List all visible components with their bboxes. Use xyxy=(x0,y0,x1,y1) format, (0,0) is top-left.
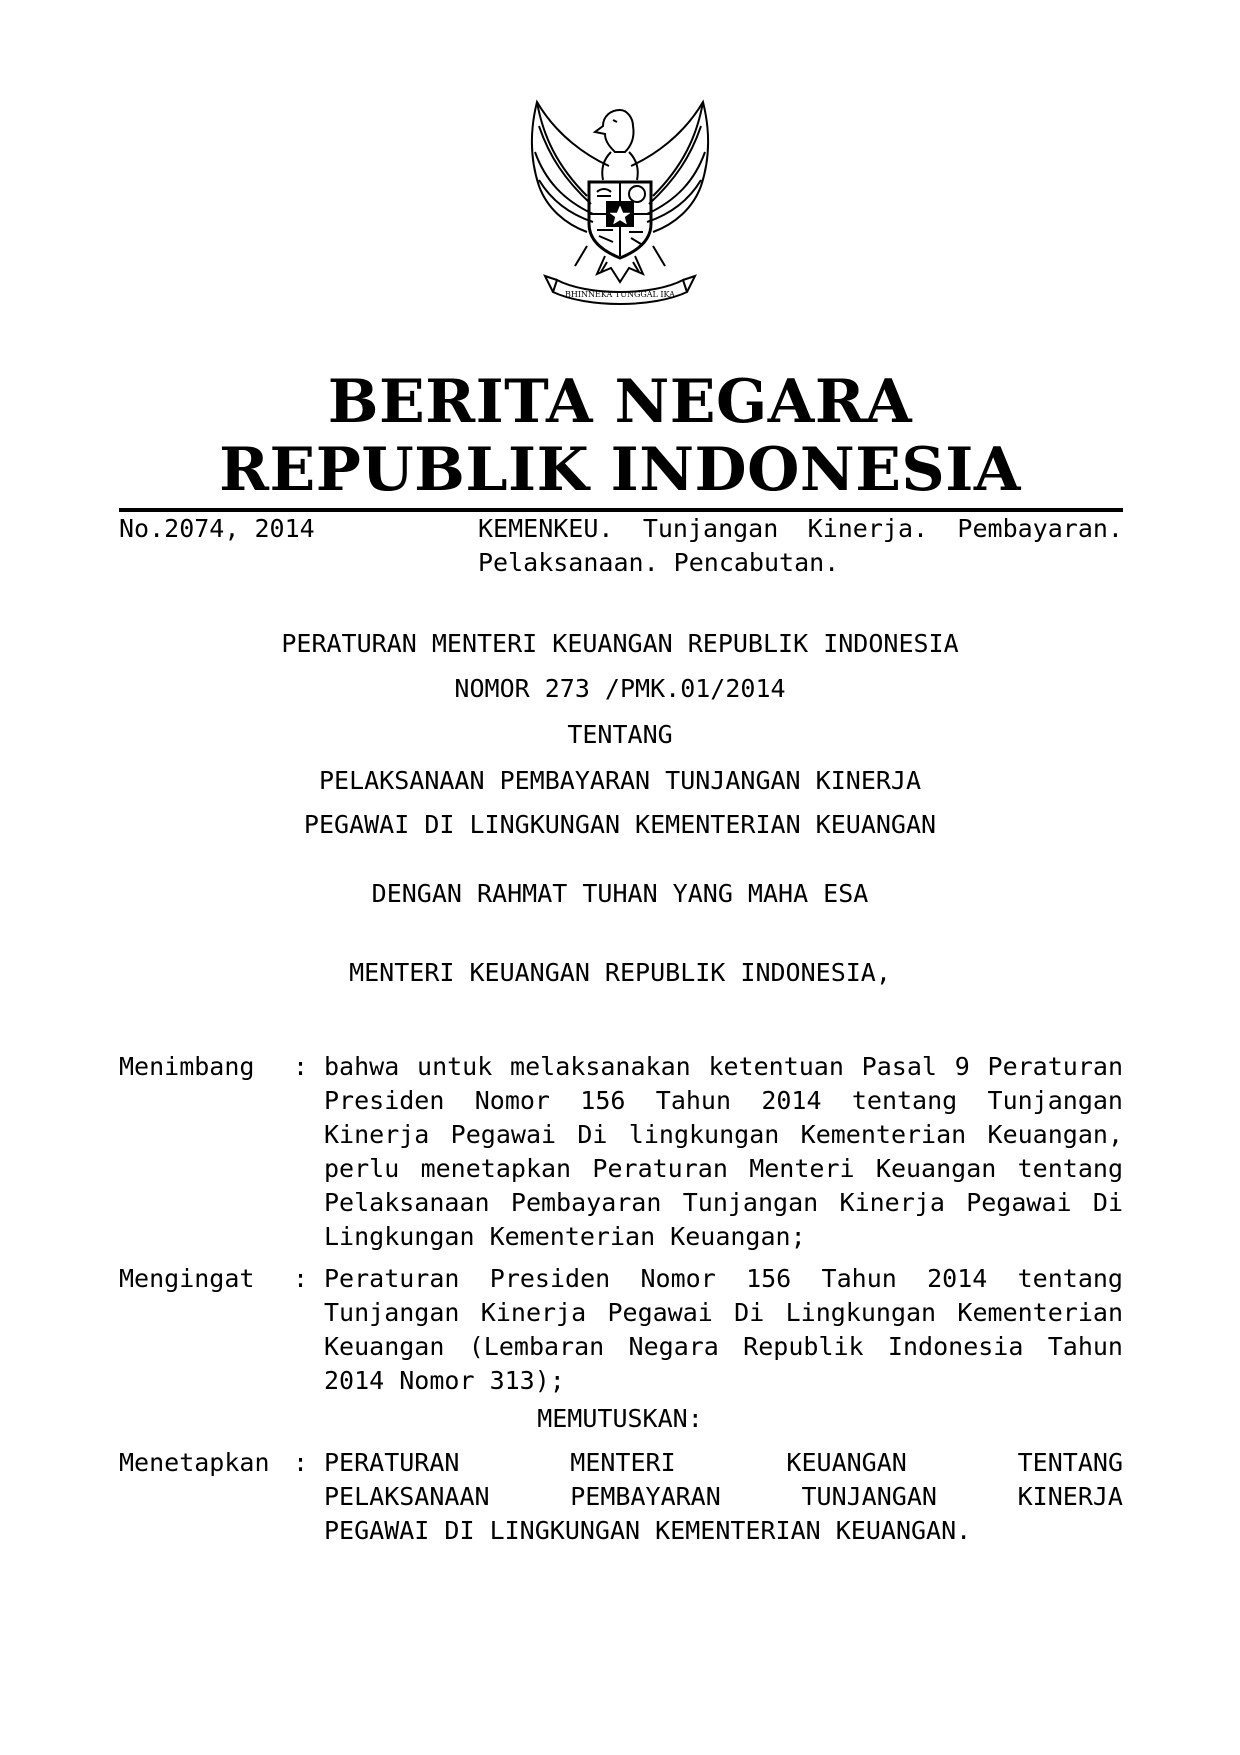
menimbang-label: Menimbang xyxy=(119,1052,255,1081)
gazette-subject-line: KEMENKEU. Tunjangan Kinerja. Pembayaran. xyxy=(478,514,1123,543)
issuer: MENTERI KEUANGAN REPUBLIK INDONESIA, xyxy=(349,958,891,987)
menetapkan-line: PEGAWAI DI LINGKUNGAN KEMENTERIAN KEUANGAN. xyxy=(324,1516,972,1545)
menetapkan-text xyxy=(324,1446,1123,1548)
garuda-emblem-icon xyxy=(517,96,723,310)
menetapkan-line: PELAKSANAAN PEMBAYARAN TUNJANGAN KINERJA xyxy=(324,1482,1123,1511)
regulation-number: NOMOR 273 /PMK.01/2014 xyxy=(454,674,786,703)
gazette-subject-line: Pelaksanaan. Pencabutan. xyxy=(478,548,840,577)
regulation-title: PERATURAN MENTERI KEUANGAN REPUBLIK INDONESIA xyxy=(281,629,959,658)
menimbang-text: bahwa untuk melaksanakan ketentuan Pasal 9 Peraturan Presiden Nomor 156 Tahun 2014 tentang Tunjangan Kinerja Pegawai Di lingkungan Kementerian Keuangan, perlu menetapkan Peraturan Menteri Keuangan tentang Pelaksanaan Pembayaran Tunjangan Kinerja Pegawai Di Lingkungan Kementerian Keuangan; xyxy=(324,1052,1123,1251)
masthead-subtitle: REPUBLIK INDONESIA xyxy=(219,435,1021,505)
menetapkan-colon: : xyxy=(293,1448,309,1477)
masthead-title: BERITA NEGARA xyxy=(327,367,913,437)
regulation-about: TENTANG xyxy=(567,720,673,749)
invocation: DENGAN RAHMAT TUHAN YANG MAHA ESA xyxy=(371,879,869,908)
regulation-subject-line: PEGAWAI DI LINGKUNGAN KEMENTERIAN KEUANGAN xyxy=(303,810,937,839)
menetapkan-label: Menetapkan xyxy=(119,1448,270,1477)
svg-text:BHINNEKA TUNGGAL IKA: BHINNEKA TUNGGAL IKA xyxy=(565,290,675,299)
gazette-subject xyxy=(478,512,1123,580)
menimbang-colon: : xyxy=(293,1052,309,1081)
gazette-number: No.2074, 2014 xyxy=(119,514,315,543)
menetapkan-line: PERATURAN MENTERI KEUANGAN TENTANG xyxy=(324,1448,1123,1477)
mengingat-text: Peraturan Presiden Nomor 156 Tahun 2014 tentang Tunjangan Kinerja Pegawai Di Lingkungan Kementerian Keuangan (Lembaran Negara Republik Indonesia Tahun 2014 Nomor 313); xyxy=(324,1264,1123,1395)
mengingat-colon: : xyxy=(293,1264,309,1293)
regulation-subject-line: PELAKSANAAN PEMBAYARAN TUNJANGAN KINERJA xyxy=(318,766,922,795)
mengingat-label: Mengingat xyxy=(119,1264,255,1293)
decision-heading: MEMUTUSKAN: xyxy=(537,1404,703,1433)
